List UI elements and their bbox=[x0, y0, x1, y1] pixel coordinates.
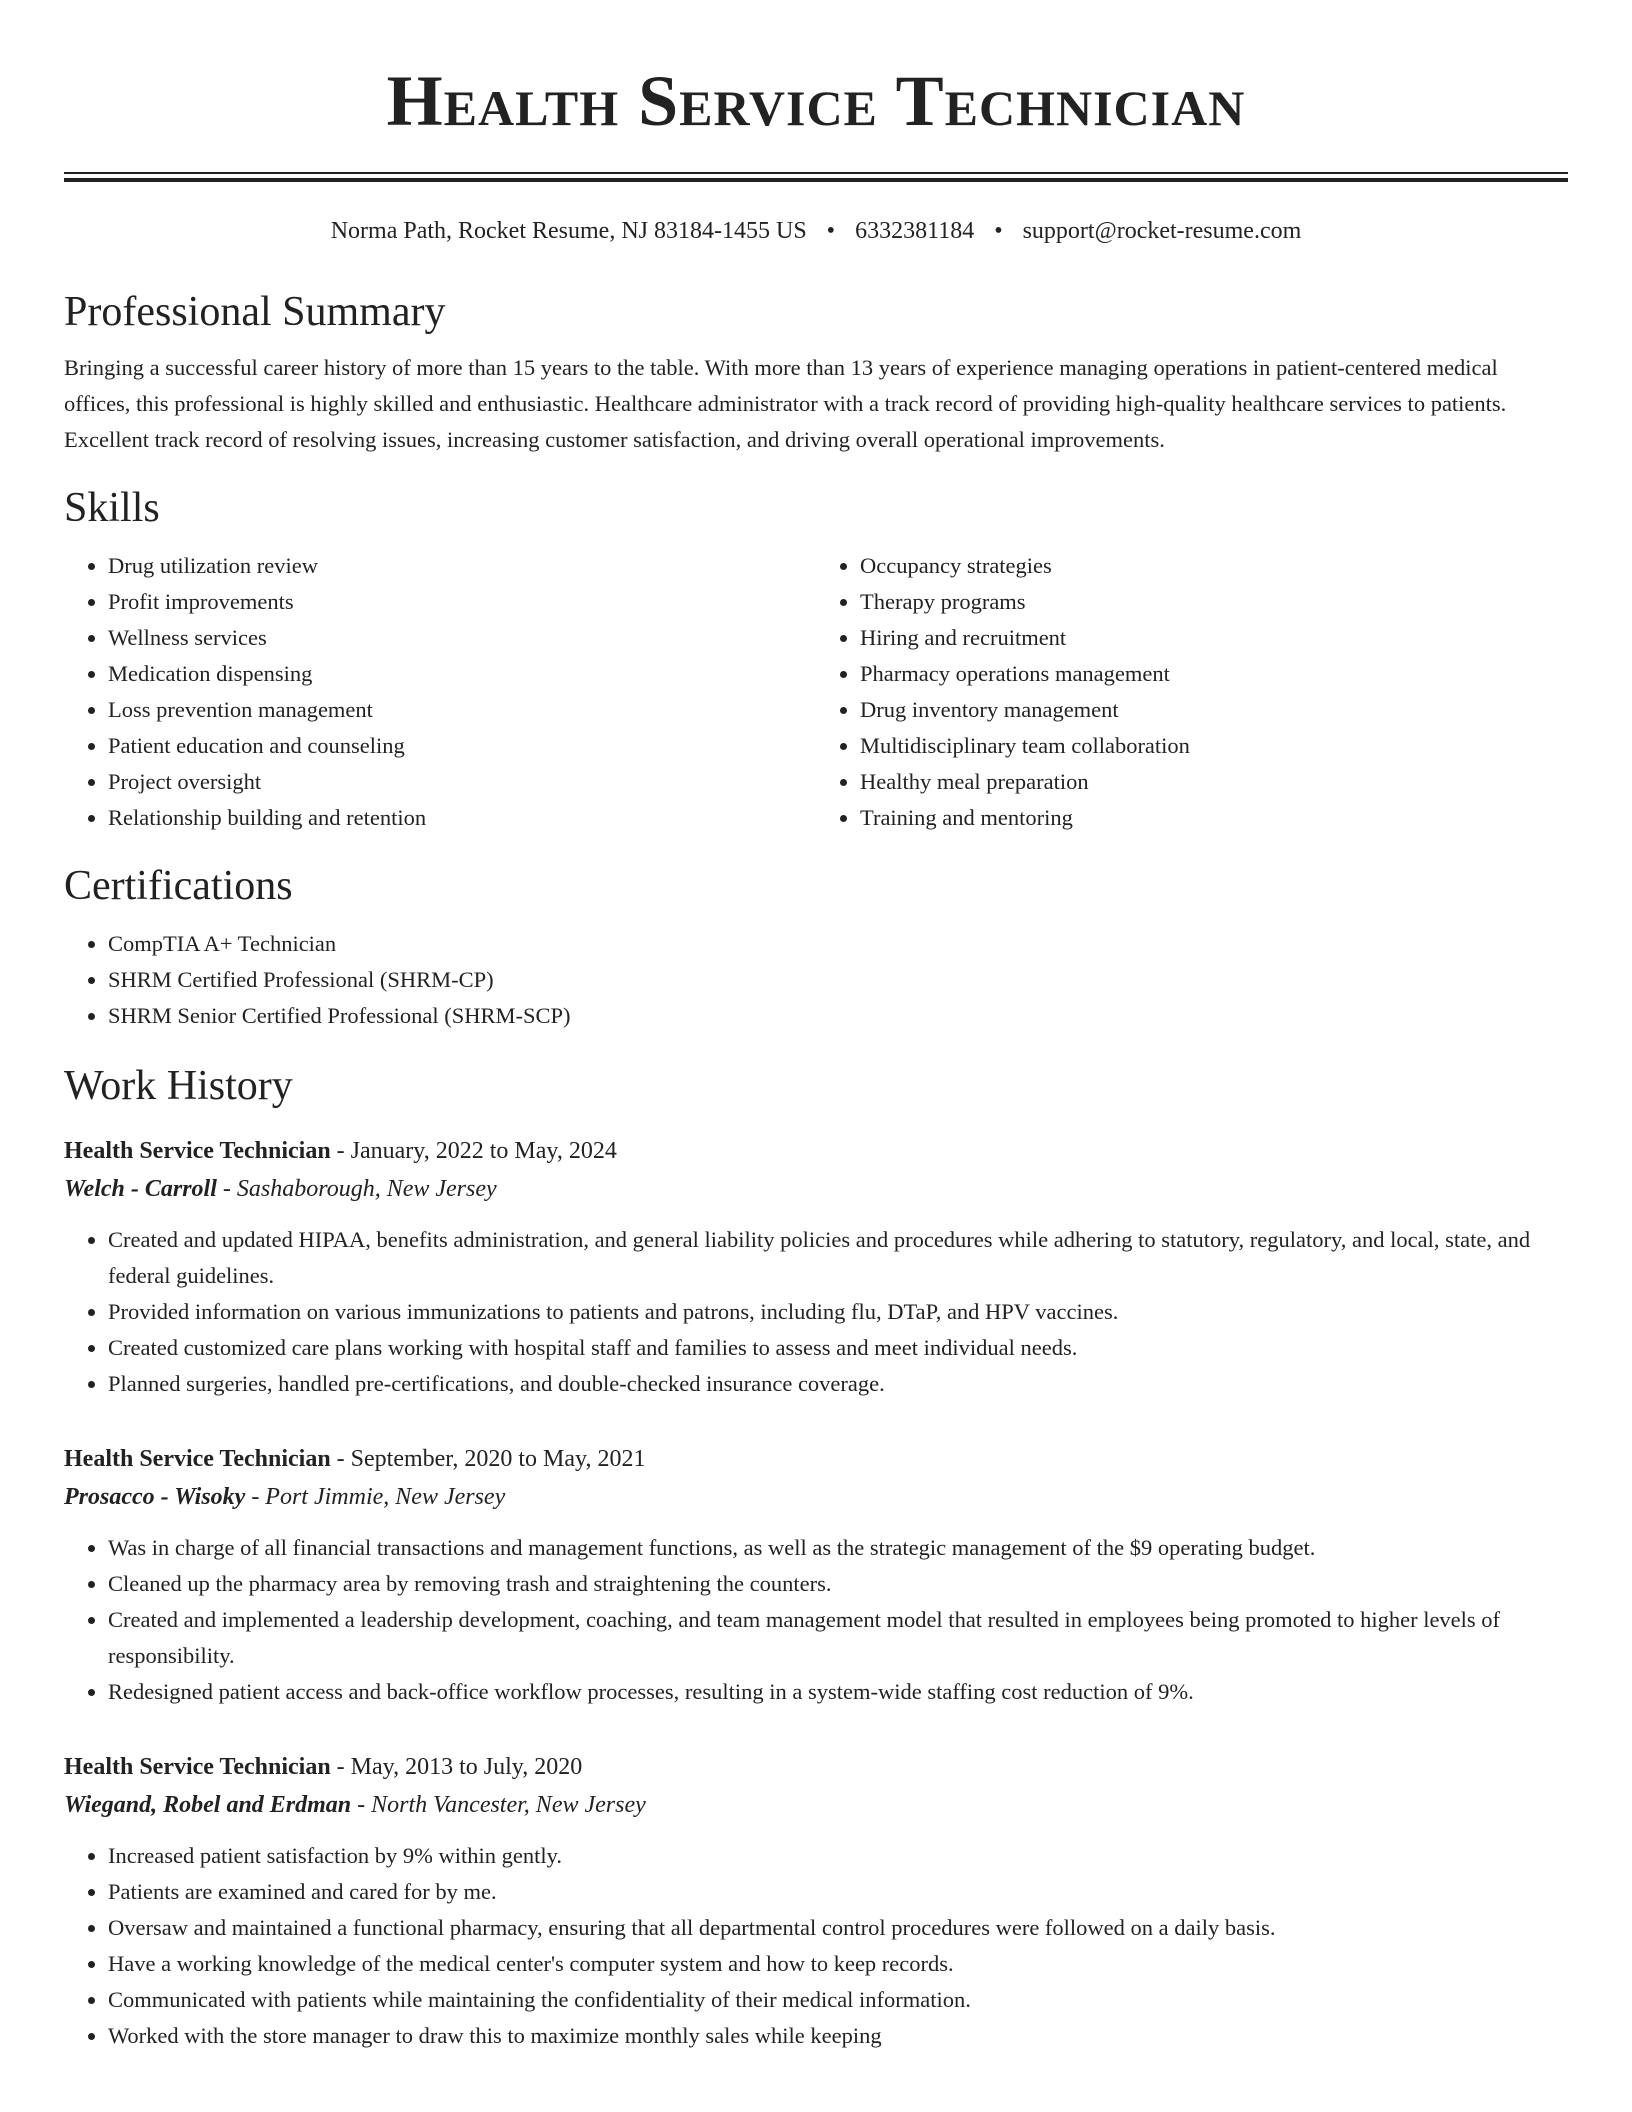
skills-columns bbox=[64, 548, 1568, 836]
certification-item: • CompTIA A+ Technician bbox=[108, 926, 1568, 962]
job-dates: - September, 2020 to May, 2021 bbox=[330, 1446, 646, 1472]
job-title-line bbox=[64, 1440, 1568, 1478]
job-dates: - January, 2022 to May, 2024 bbox=[330, 1138, 617, 1164]
skill-item: • Patient education and counseling bbox=[108, 728, 816, 764]
job-company: Wiegand, Robel and Erdman bbox=[64, 1792, 352, 1818]
skill-item: • Drug inventory management bbox=[860, 692, 1568, 728]
job-entry bbox=[64, 1440, 1568, 1710]
skill-item: • Medication dispensing bbox=[108, 656, 816, 692]
job-company: Prosacco - Wisoky bbox=[64, 1484, 246, 1510]
job-bullet: • Have a working knowledge of the medical center's computer system and how to keep records. bbox=[108, 1946, 1568, 1982]
skill-item: • Hiring and recruitment bbox=[860, 620, 1568, 656]
job-bullet: • Redesigned patient access and back-office workflow processes, resulting in a system-wide staffing cost reduction of 9%. bbox=[108, 1674, 1568, 1710]
job-title-line bbox=[64, 1132, 1568, 1170]
job-bullets bbox=[64, 1530, 1568, 1710]
skill-item: • Therapy programs bbox=[860, 584, 1568, 620]
job-dates: - May, 2013 to July, 2020 bbox=[330, 1754, 583, 1780]
contact-separator: • bbox=[994, 218, 1003, 244]
job-bullet: • Patients are examined and cared for by me. bbox=[108, 1874, 1568, 1910]
job-location: - Port Jimmie, New Jersey bbox=[245, 1484, 506, 1510]
job-bullets bbox=[64, 1222, 1568, 1402]
resume-page bbox=[64, 0, 1568, 2054]
work-history-heading: Work History bbox=[64, 1063, 293, 1109]
contact-email: support@rocket-resume.com bbox=[1022, 218, 1302, 244]
job-bullet: • Communicated with patients while maintaining the confidentiality of their medical information. bbox=[108, 1982, 1568, 2018]
contact-address: Norma Path, Rocket Resume, NJ 83184-1455 US bbox=[330, 218, 807, 244]
job-bullet: • Created and implemented a leadership development, coaching, and team management model that resulted in employees being promoted to higher levels of responsibility. bbox=[108, 1602, 1568, 1674]
job-bullets bbox=[64, 1838, 1568, 2054]
job-company-line bbox=[64, 1478, 1568, 1516]
job-bullet: • Planned surgeries, handled pre-certifications, and double-checked insurance coverage. bbox=[108, 1366, 1568, 1402]
job-entry bbox=[64, 1748, 1568, 2054]
skill-item: • Loss prevention management bbox=[108, 692, 816, 728]
skills-heading: Skills bbox=[64, 485, 160, 531]
resume-title: Health Service Technician bbox=[386, 61, 1246, 141]
skill-item: • Healthy meal preparation bbox=[860, 764, 1568, 800]
job-company-line bbox=[64, 1786, 1568, 1824]
certification-item: • SHRM Certified Professional (SHRM-CP) bbox=[108, 962, 1568, 998]
summary-text: Bringing a successful career history of more than 15 years to the table. With more than 13 years of experience managing operations in patient-centered medical offices, this professional is highly skilled and enthusiastic. Healthcare administrator with a track record of providing high-quality healthcare services to patients. Excellent track record of resolving issues, increasing customer satisfaction, and driving overall operational improvements. bbox=[64, 355, 1507, 452]
contact-phone: 6332381184 bbox=[855, 218, 975, 244]
job-bullet: • Created customized care plans working with hospital staff and families to assess and meet individual needs. bbox=[108, 1330, 1568, 1366]
summary-heading: Professional Summary bbox=[64, 289, 446, 335]
skill-item: • Profit improvements bbox=[108, 584, 816, 620]
skill-item: • Multidisciplinary team collaboration bbox=[860, 728, 1568, 764]
skills-list-left bbox=[64, 548, 816, 836]
skill-item: • Training and mentoring bbox=[860, 800, 1568, 836]
certification-item: • SHRM Senior Certified Professional (SHRM-SCP) bbox=[108, 998, 1568, 1034]
skill-item: • Drug utilization review bbox=[108, 548, 816, 584]
job-title: Health Service Technician bbox=[64, 1754, 331, 1780]
job-bullet: • Oversaw and maintained a functional pharmacy, ensuring that all departmental control procedures were followed on a daily basis. bbox=[108, 1910, 1568, 1946]
skills-list-right bbox=[816, 548, 1568, 836]
job-bullet: • Was in charge of all financial transactions and management functions, as well as the strategic management of the $9 operating budget. bbox=[108, 1530, 1568, 1566]
job-location: - Sashaborough, New Jersey bbox=[216, 1176, 497, 1202]
skill-item: • Relationship building and retention bbox=[108, 800, 816, 836]
job-bullet: • Provided information on various immunizations to patients and patrons, including flu, DTaP, and HPV vaccines. bbox=[108, 1294, 1568, 1330]
title-divider bbox=[64, 172, 1568, 182]
job-company-line bbox=[64, 1170, 1568, 1208]
job-title-line bbox=[64, 1748, 1568, 1786]
job-company: Welch - Carroll bbox=[64, 1176, 217, 1202]
skill-item: • Project oversight bbox=[108, 764, 816, 800]
contact-line bbox=[64, 216, 1568, 246]
job-location: - North Vancester, New Jersey bbox=[351, 1792, 646, 1818]
job-bullet: • Created and updated HIPAA, benefits administration, and general liability policies and procedures while adhering to statutory, regulatory, and local, state, and federal guidelines. bbox=[108, 1222, 1568, 1294]
certifications-list bbox=[64, 926, 1568, 1034]
contact-separator: • bbox=[826, 218, 836, 244]
job-bullet: • Cleaned up the pharmacy area by removing trash and straightening the counters. bbox=[108, 1566, 1568, 1602]
job-title: Health Service Technician bbox=[64, 1138, 331, 1164]
job-bullet: • Increased patient satisfaction by 9% within gently. bbox=[108, 1838, 1568, 1874]
skill-item: • Occupancy strategies bbox=[860, 548, 1568, 584]
job-entry bbox=[64, 1132, 1568, 1402]
skill-item: • Wellness services bbox=[108, 620, 816, 656]
certifications-heading: Certifications bbox=[64, 863, 293, 909]
job-bullet: • Worked with the store manager to draw this to maximize monthly sales while keeping bbox=[108, 2018, 1568, 2054]
job-title: Health Service Technician bbox=[64, 1446, 331, 1472]
skill-item: • Pharmacy operations management bbox=[860, 656, 1568, 692]
